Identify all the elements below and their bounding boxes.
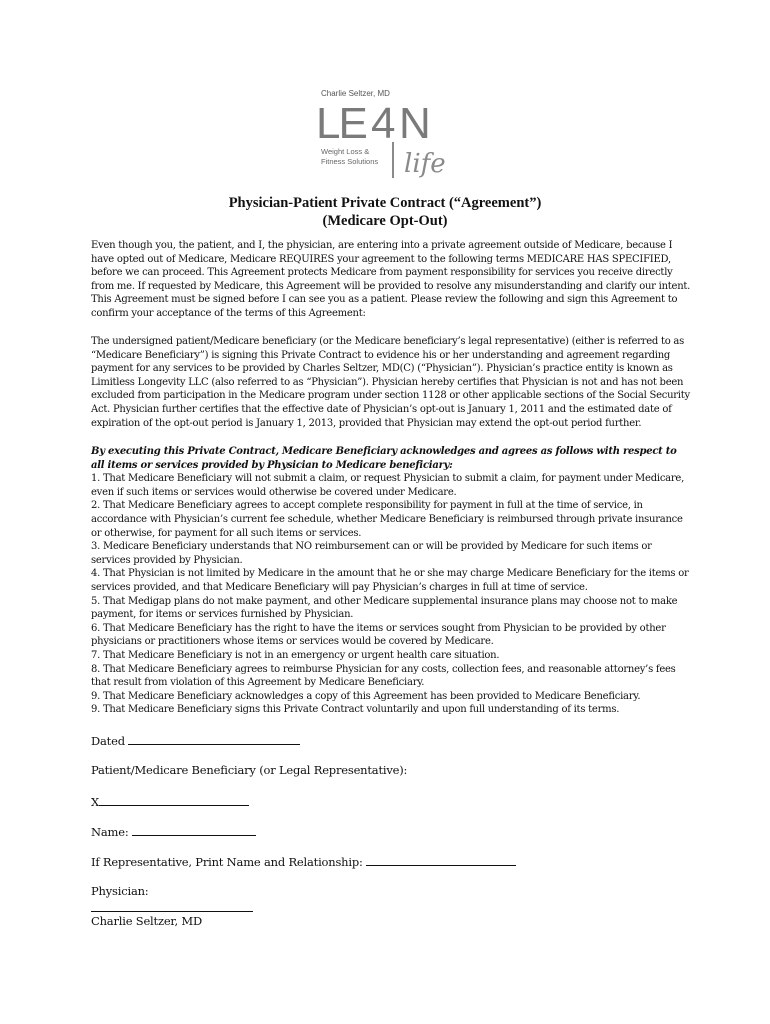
svg-text:Charlie Seltzer, MD: Charlie Seltzer, MD	[321, 89, 390, 98]
term-item: 9. That Medicare Beneficiary acknowledges a copy of this Agreement has been provided to Medicare Beneficiary.	[91, 690, 641, 702]
document-title: Physician-Patient Private Contract (“Agreement”)	[228, 195, 542, 211]
term-item: 3. Medicare Beneficiary understands that NO reimbursement can or will be provided by Medicare for such items or services provided by Physician.	[91, 541, 652, 566]
practice-logo	[316, 86, 466, 182]
document-subtitle: (Medicare Opt-Out)	[322, 213, 448, 229]
name-line[interactable]	[132, 824, 256, 836]
svg-text:4: 4	[371, 99, 396, 148]
term-item: 5. That Medigap plans do not make payment, and other Medicare supplemental insurance plans may choose not to make payment, for items or services furnished by Physician.	[91, 595, 678, 621]
svg-text:Fitness Solutions: Fitness Solutions	[321, 157, 379, 166]
physician-label: Physician:	[91, 884, 149, 898]
beneficiary-paragraph: The undersigned patient/Medicare beneficiary (or the Medicare beneficiary’s legal representative) (either is referred to as “Medicare Beneficiary”) is signing this Private Contract to evidence his or her understanding and agreement regarding payment for any services to be provided by Charles Seltzer, MD(C) (“Physician”). Physician’s practice entity is known as Limitless Longevity LLC (also referred to as “Physician”). Physician hereby certifies that Physician is not and has not been excluded from participation in the Medicare program under section 1128 or other applicable sections of the Social Security Act. Physician further certifies that the effective date of Physician’s opt-out is January 1, 2011 and the estimated date of expiration of the opt-out period is January 1, 2013, provided that Physician may extend the opt-out period further.	[91, 336, 690, 429]
intro-paragraph: Even though you, the patient, and I, the physician, are entering into a private agreement outside of Medicare, because I have opted out of Medicare, Medicare REQUIRES your agreement to the following terms MEDICARE HAS SPECIFIED, before we can proceed. This Agreement protects Medicare from payment responsibility for services you receive directly from me. If requested by Medicare, this Agreement will be provided to resolve any misunderstanding and clarify our intent. This Agreement must be signed before I can see you as a patient. Please review the following and sign this Agreement to confirm your acceptance of the terms of this Agreement:	[91, 240, 691, 319]
term-item: 1. That Medicare Beneficiary will not submit a claim, or request Physician to submit a claim, for payment under Medicare, even if such items or services would otherwise be covered under Medicare.	[91, 473, 685, 498]
physician-name: Charlie Seltzer, MD	[91, 914, 202, 928]
lean-for-life-logo-graphic	[316, 86, 466, 182]
term-item: 2. That Medicare Beneficiary agrees to accept complete responsibility for payment in full at the time of service, in accordance with Physician’s current fee schedule, whether Medicare Beneficiary is reimbursed through private insurance or otherwise, for payment for all such items or services.	[91, 500, 683, 539]
term-item: 4. That Physician is not limited by Medicare in the amount that he or she may charge Medicare Beneficiary for the items or services provided, and that Medicare Beneficiary will pay Physician’s charges in full at time of service.	[91, 568, 689, 593]
svg-text:N: N	[399, 99, 431, 148]
name-field[interactable]	[91, 824, 256, 840]
representative-field[interactable]	[91, 854, 516, 870]
name-label: Name:	[91, 825, 129, 839]
dated-line[interactable]	[128, 733, 300, 745]
representative-line[interactable]	[366, 854, 516, 866]
term-item: 9. That Medicare Beneficiary signs this Private Contract voluntarily and upon full understanding of its terms.	[91, 704, 620, 716]
signature-line[interactable]	[99, 794, 249, 806]
svg-text:LE: LE	[316, 99, 366, 148]
signature-x-label: X	[91, 795, 99, 809]
beneficiary-label: Patient/Medicare Beneficiary (or Legal Representative):	[91, 763, 408, 777]
signature-x-field[interactable]	[91, 794, 249, 810]
terms-lead: By executing this Private Contract, Medicare Beneficiary acknowledges and agrees as follows with respect to all items or services provided by Physician to Medicare beneficiary:	[91, 446, 677, 471]
term-item: 6. That Medicare Beneficiary has the right to have the items or services sought from Physician to be provided by other physicians or practitioners whose items or services would be covered by Medicare.	[91, 622, 666, 648]
dated-field[interactable]	[91, 733, 300, 749]
dated-label: Dated	[91, 734, 125, 748]
svg-text:Weight Loss &: Weight Loss &	[321, 147, 370, 156]
term-item: 7. That Medicare Beneficiary is not in an emergency or urgent health care situation.	[91, 649, 500, 661]
svg-text:life: life	[404, 149, 446, 179]
terms-section	[91, 445, 691, 717]
representative-label: If Representative, Print Name and Relationship:	[91, 855, 363, 869]
physician-signature-line[interactable]	[91, 900, 253, 912]
term-item: 8. That Medicare Beneficiary agrees to reimburse Physician for any costs, collection fees, and reasonable attorney’s fees that result from violation of this Agreement by Medicare Beneficiary.	[91, 663, 676, 689]
